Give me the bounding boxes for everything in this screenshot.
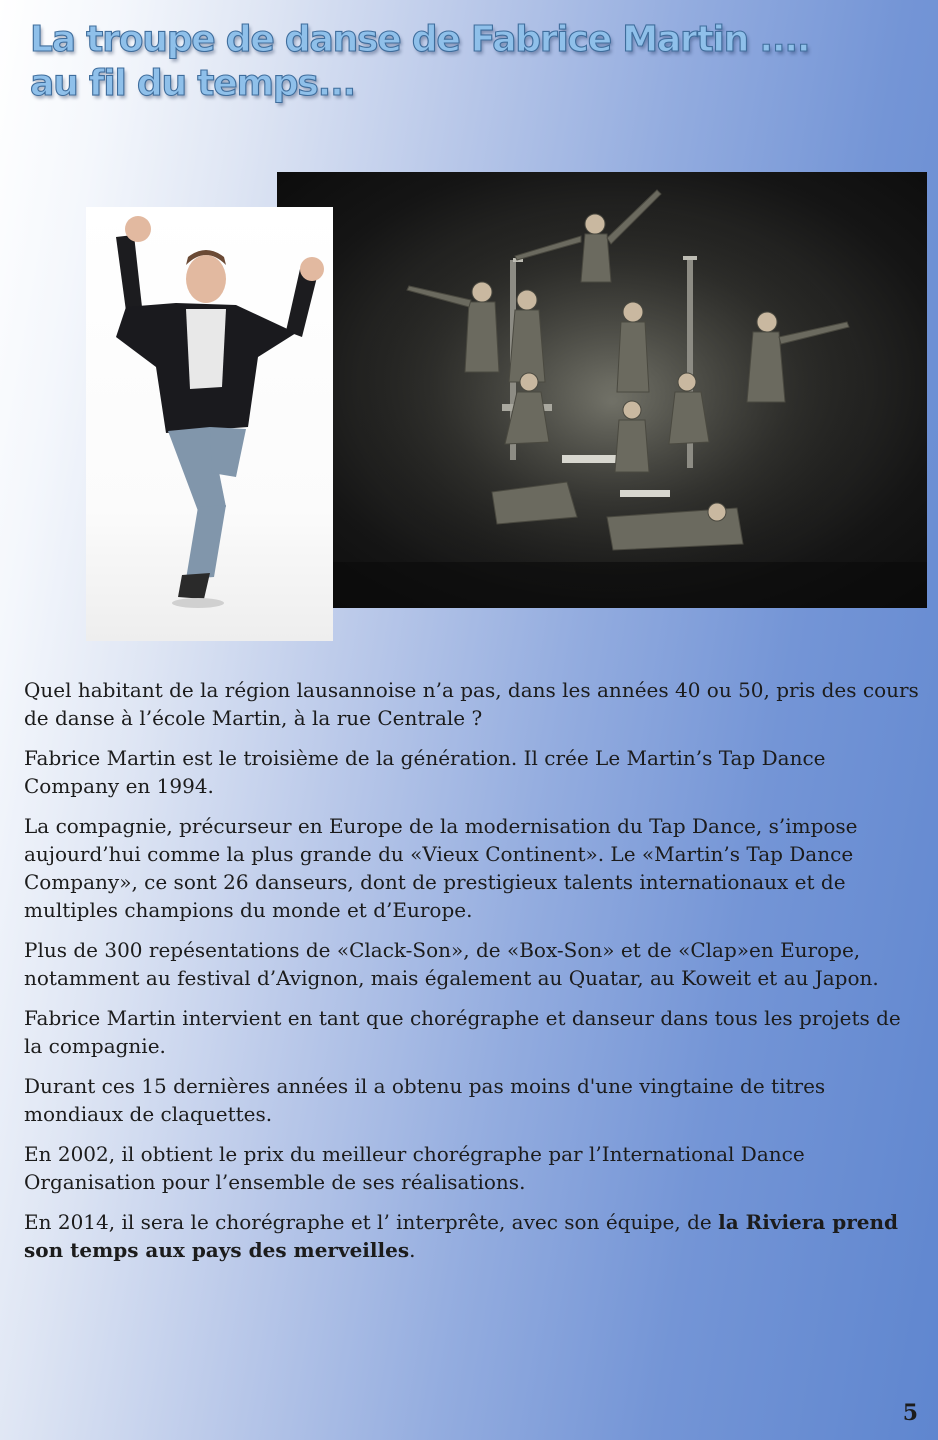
title-line-2: au fil du temps... (30, 63, 356, 104)
paragraph-2: Fabrice Martin est le troisième de la génération. Il crée Le Martin’s Tap Dance Company en 1994. (24, 746, 826, 798)
show-title-bold: la Riviera prend son temps aux pays des merveilles (24, 1210, 899, 1262)
page-title (30, 18, 809, 106)
paragraph-3: La compagnie, précurseur en Europe de la modernisation du Tap Dance, s’impose aujourd’hui comme la plus grande du «Vieux Continent». Le «Martin’s Tap Dance Company», ce sont 26 danseurs, dont de prestigieux talents internationaux et de multiples champions du monde et d’Europe. (24, 814, 858, 922)
article-body (24, 676, 920, 1276)
paragraph-8-suffix: . (409, 1238, 416, 1262)
paragraph-7: En 2002, il obtient le prix du meilleur chorégraphe par l’International Dance Organisation pour l’ensemble de ses réalisations. (24, 1142, 805, 1194)
dancer-solo-photo (86, 207, 333, 641)
paragraph-1: Quel habitant de la région lausannoise n’a pas, dans les années 40 ou 50, pris des cours de danse à l’école Martin, à la rue Centrale ? (24, 678, 919, 730)
page-number: 5 (902, 1400, 918, 1426)
paragraph-8 (24, 1208, 920, 1264)
paragraph-5: Fabrice Martin intervient en tant que chorégraphe et danseur dans tous les projets de la compagnie. (24, 1006, 901, 1058)
dance-troupe-photo (277, 172, 927, 608)
paragraph-4: Plus de 300 repésentations de «Clack-Son», de «Box-Son» et de «Clap»en Europe, notamment au festival d’Avignon, mais également au Quatar, au Koweit et au Japon. (24, 938, 879, 990)
paragraph-6: Durant ces 15 dernières années il a obtenu pas moins d'une vingtaine de titres mondiaux de claquettes. (24, 1074, 826, 1126)
title-line-1: La troupe de danse de Fabrice Martin .... (30, 19, 810, 60)
paragraph-8-prefix: En 2014, il sera le chorégraphe et l’ interprête, avec son équipe, de (24, 1210, 719, 1234)
